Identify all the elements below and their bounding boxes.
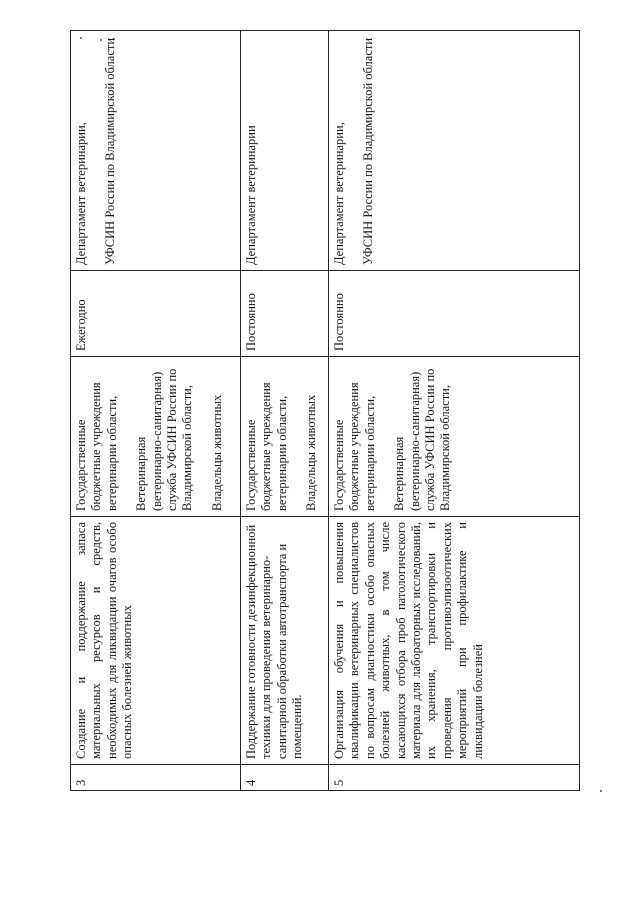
executor-text: Государственные бюджетные учреждения ветеринарии области, [332,382,377,511]
table-row [329,31,580,791]
responsible-text: Департамент ветеринарии, [332,122,346,265]
executor-text: Владельцы животных [209,394,224,511]
period-cell: Постоянно [329,271,580,357]
rotated-table-wrapper [70,31,580,791]
measure-description: Организация обучения и повышения квалификации ветеринарных специалистов по вопросам диагностики особо опасных болезней животных, в том числе касающихся отбора проб патологического материала для лабораторных исследований, их хранения, транспортировки и проведения противоэпизоотических мероприятий при профилактике и ликвидации болезней [329,517,580,765]
executors-cell [241,357,329,517]
row-number: 4 [241,765,329,791]
table-row [241,31,329,791]
executors-cell [329,357,580,517]
scan-speck [600,790,602,792]
executor-text: Владельцы животных [304,394,319,511]
table-row [71,31,241,791]
measure-description: Создание и поддержание запаса материальных ресурсов и средств, необходимых для ликвидации очагов особо опасных болезней животных [71,517,241,765]
period-cell: Постоянно [241,271,329,357]
row-number: 3 [71,765,241,791]
measures-table [70,30,580,791]
row-number: 5 [329,765,580,791]
responsible-text: Департамент ветеринарии [244,125,258,265]
responsible-cell [71,31,241,271]
measure-description: Поддержание готовности дезинфекционной техники для проведения ветеринарно-санитарной обработки автотранспорта и помещений. [241,517,329,765]
executor-text: Ветеринарная (ветеринарно-санитарная) служба УФСИН России по Владимирской области, [134,368,195,511]
executors-cell [71,357,241,517]
responsible-text: УФСИН России по Владимирской области [361,37,376,265]
period-cell: Ежегодно [71,271,241,357]
executor-text: Государственные бюджетные учреждения ветеринарии области, [244,382,289,511]
executor-text: Ветеринарная (ветеринарно-санитарная) служба УФСИН России по Владимирской области, [392,368,453,511]
responsible-cell [241,31,329,271]
responsible-text: Департамент ветеринарии, [74,122,88,265]
executor-text: Государственные бюджетные учреждения ветеринарии области, [74,382,119,511]
responsible-cell [329,31,580,271]
responsible-text: УФСИН России по Владимирской области [103,37,118,265]
